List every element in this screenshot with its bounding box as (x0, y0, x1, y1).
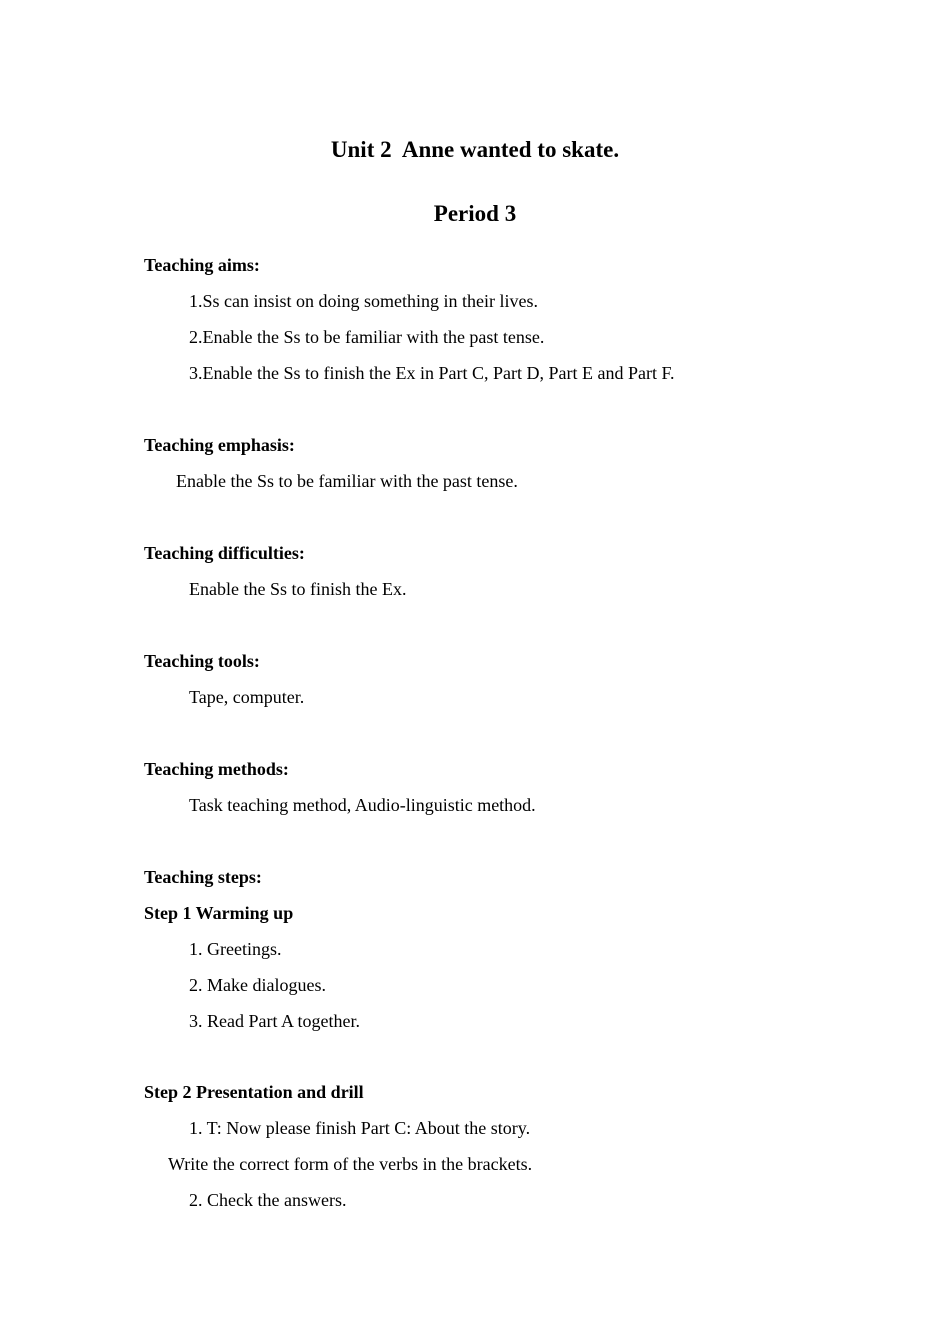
step2-item-continuation: Write the correct form of the verbs in the brackets. (168, 1154, 533, 1174)
aims-item: 2.Enable the Ss to be familiar with the past tense. (189, 327, 545, 347)
step2-heading: Step 2 Presentation and drill (144, 1082, 364, 1102)
step2-item: 2. Check the answers. (189, 1190, 347, 1210)
aims-item: 1.Ss can insist on doing something in their lives. (189, 291, 538, 311)
step1-item: 1. Greetings. (189, 939, 282, 959)
difficulties-heading: Teaching difficulties: (144, 543, 305, 563)
tools-text: Tape, computer. (189, 687, 305, 707)
steps-heading: Teaching steps: (144, 867, 262, 887)
aims-item: 3.Enable the Ss to finish the Ex in Part C, Part D, Part E and Part F. (189, 363, 675, 383)
emphasis-text: Enable the Ss to be familiar with the past tense. (176, 471, 518, 491)
step1-item: 2. Make dialogues. (189, 975, 326, 995)
aims-heading: Teaching aims: (144, 255, 260, 275)
difficulties-text: Enable the Ss to finish the Ex. (189, 579, 407, 599)
document-subtitle: Period 3 (433, 201, 517, 226)
methods-text: Task teaching method, Audio-linguistic method. (189, 795, 536, 815)
tools-heading: Teaching tools: (144, 651, 260, 671)
methods-heading: Teaching methods: (144, 759, 289, 779)
emphasis-heading: Teaching emphasis: (144, 435, 295, 455)
document-title: Unit 2 Anne wanted to skate. (330, 137, 620, 162)
step1-item: 3. Read Part A together. (189, 1011, 360, 1031)
step1-heading: Step 1 Warming up (144, 903, 294, 923)
step2-item: 1. T: Now please finish Part C: About the story. (189, 1118, 531, 1138)
